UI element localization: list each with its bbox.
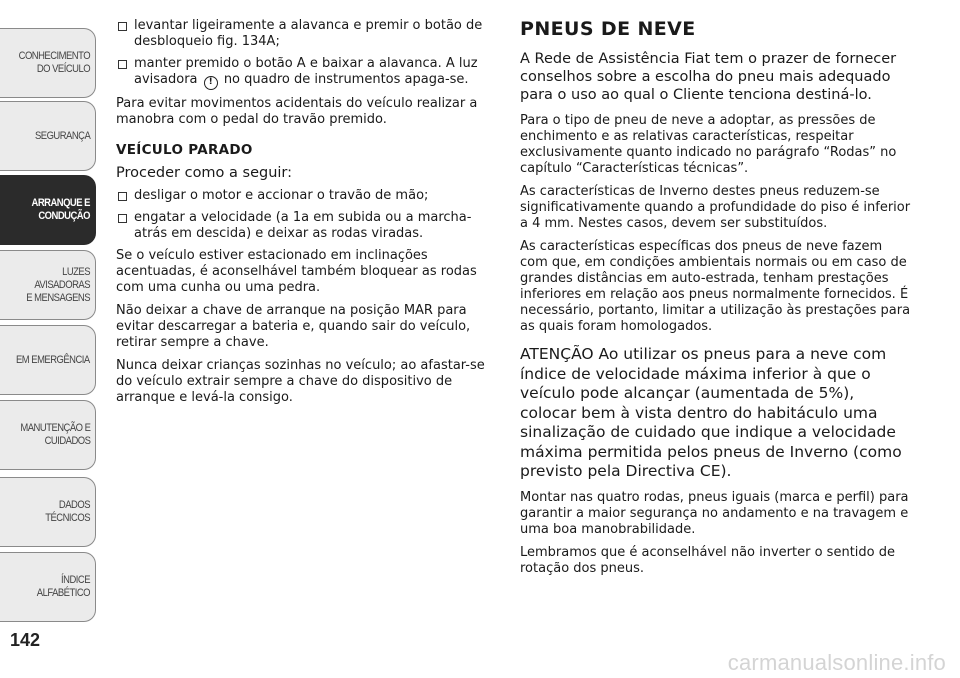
list-item: [116, 56, 492, 90]
tab-arranque-e-conducao[interactable]: [0, 175, 96, 245]
list-item: engatar a velocidade (a 1a em subida ou a marcha-atrás em descida) e deixar as rodas viradas.: [116, 210, 492, 242]
warning-light-icon: !: [204, 76, 218, 90]
left-column: [116, 18, 492, 413]
paragraph: As características de Inverno destes pneus reduzem-se significativamente quando a profundidade do piso é inferior a 4 mm. Nestes casos, devem ser substituídos.: [520, 184, 911, 231]
tab-luzes-avisadoras[interactable]: [0, 250, 96, 320]
paragraph: Se o veículo estiver estacionado em inclinações acentuadas, é aconselhável também bloquear as rodas com uma cunha ou uma pedra.: [116, 247, 477, 295]
tab-label: EM EMERGÊNCIA: [16, 353, 90, 366]
paragraph: Para o tipo de pneu de neve a adoptar, as pressões de enchimento e as relativas características, respeitar exclusivamente quanto indicado no parágrafo “Rodas” no capítulo “Características técnicas”.: [520, 113, 897, 176]
page-number: 142: [10, 630, 41, 650]
tab-label: LUZES AVISADORAS E MENSAGENS: [26, 265, 90, 304]
tab-label: ÍNDICE ALFABÉTICO: [36, 574, 90, 599]
tab-label: CONHECIMENTO DO VEÍCULO: [18, 50, 90, 75]
chapter-sidebar: [0, 0, 100, 678]
paragraph: Montar nas quatro rodas, pneus iguais (marca e perfil) para garantir a maior segurança no andamento e na travagem e uma boa manobrabilidade.: [520, 489, 909, 537]
paragraph: Nunca deixar crianças sozinhas no veículo; ao afastar-se do veículo extrair sempre a chave do dispositivo de arranque e levá-la consigo.: [116, 357, 485, 405]
paragraph: Não deixar a chave de arranque na posição MAR para evitar descarregar a bateria e, quando sair do veículo, retirar sempre a chave.: [116, 302, 471, 350]
list-item: levantar ligeiramente a alavanca e premir o botão de desbloqueio fig. 134A;: [116, 18, 492, 50]
tab-label: ARRANQUE E CONDUÇÃO: [31, 197, 90, 222]
section-heading: PNEUS DE NEVE: [520, 18, 696, 40]
paragraph: As características específicas dos pneus de neve fazem com que, em condições ambientais normais ou em caso de grandes distâncias em auto-estrada, tenham prestações inferiores em relação aos pneus normalmente fornecidos. É necessário, portanto, limitar a utilização às prestações para as quais foram homologados.: [520, 239, 911, 334]
tab-label: SEGURANÇA: [34, 129, 90, 142]
list-item-text: manter premido o botão A e baixar a alavanca. A luz avisadora: [134, 56, 478, 87]
lead-text: Proceder como a seguir:: [116, 164, 293, 181]
tab-dados-tecnicos[interactable]: [0, 477, 96, 547]
tab-indice-alfabetico[interactable]: [0, 552, 96, 622]
paragraph: Para evitar movimentos acidentais do veículo realizar a manobra com o pedal do travão premido.: [116, 95, 478, 127]
warning-paragraph: ATENÇÃO Ao utilizar os pneus para a neve com índice de velocidade máxima inferior à que o veículo pode alcançar (aumentada de 5%), colocar bem à vista dentro do habitáculo uma sinalização de cuidado que indique a velocidade máxima permitida pelos pneus de Inverno (como previsto pela Directiva CE).: [520, 345, 902, 480]
tab-label: MANUTENÇÃO E CUIDADOS: [19, 422, 90, 447]
tab-label: DADOS TÉCNICOS: [45, 499, 90, 524]
tab-manutencao-e-cuidados[interactable]: [0, 400, 96, 470]
paragraph: Lembramos que é aconselhável não inverter o sentido de rotação dos pneus.: [520, 544, 895, 576]
intro-paragraph: A Rede de Assistência Fiat tem o prazer de fornecer conselhos sobre a escolha do pneu mais adequado para o uso ao qual o Cliente tenciona destiná-lo.: [520, 51, 897, 103]
list-item-text: no quadro de instrumentos apaga-se.: [223, 72, 469, 87]
right-column: [520, 18, 912, 584]
tab-conhecimento-do-veiculo[interactable]: [0, 28, 96, 98]
section-heading: VEÍCULO PARADO: [116, 141, 253, 158]
tab-seguranca[interactable]: [0, 101, 96, 171]
watermark: carmanualsonline.info: [727, 650, 946, 675]
tab-em-emergencia[interactable]: [0, 325, 96, 395]
list-item: desligar o motor e accionar o travão de mão;: [116, 188, 492, 204]
